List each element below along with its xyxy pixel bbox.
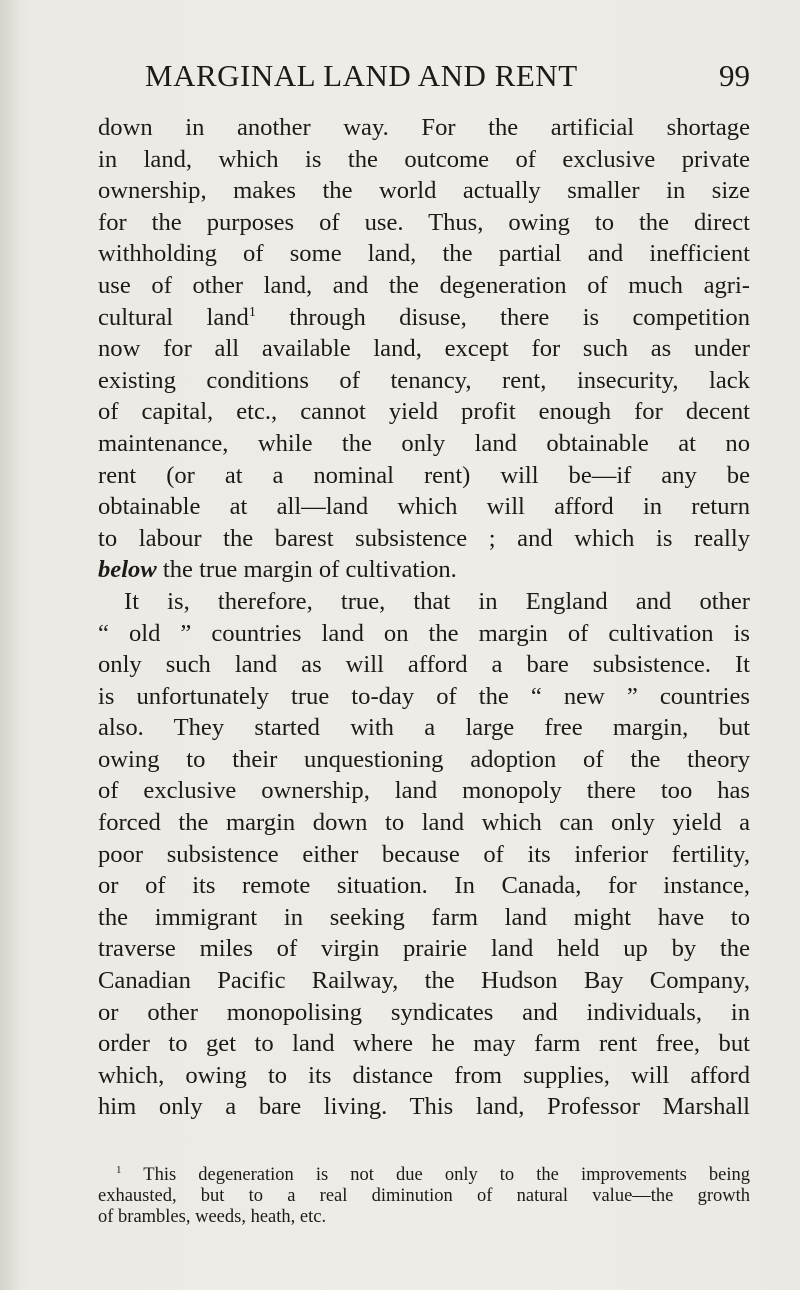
footnote-reference: 1 <box>248 304 256 320</box>
text-line: in land, which is the outcome of exclusive private <box>98 145 750 173</box>
text-line: forced the margin down to land which can only yield a <box>98 809 750 837</box>
text-segment: the true margin of cultivation. <box>162 556 457 584</box>
text-line: him only a bare living. This land, Professor Marshall <box>98 1093 750 1121</box>
text-line: rent (or at a nominal rent) will be—if any be <box>98 461 750 489</box>
text-line: withholding of some land, the partial and inefficient <box>98 240 750 268</box>
text-line: existing conditions of tenancy, rent, insecurity, lack <box>98 366 750 394</box>
text-segment: through disuse, there is competition <box>289 303 750 331</box>
running-head: MARGINAL LAND AND RENT <box>145 58 578 93</box>
text-line: the immigrant in seeking farm land might have to <box>98 903 750 931</box>
footnote-text: This degeneration is not due only to the improvements being <box>143 1165 750 1185</box>
text-line: or of its remote situation. In Canada, for instance, <box>98 872 750 900</box>
text-line <box>98 554 750 586</box>
text-line: of exclusive ownership, land monopoly there too has <box>98 777 750 805</box>
text-line: of capital, etc., cannot yield profit enough for decent <box>98 398 750 426</box>
footnote-line <box>98 1165 750 1186</box>
text-line: ownership, makes the world actually smaller in size <box>98 177 750 205</box>
footnote <box>98 1165 750 1228</box>
footnote-marker: 1 <box>116 1164 122 1176</box>
text-line: only such land as will afford a bare subsistence. It <box>98 651 750 679</box>
text-line: maintenance, while the only land obtainable at no <box>98 429 750 457</box>
text-line: obtainable at all—land which will afford in return <box>98 493 750 521</box>
text-line: poor subsistence either because of its inferior fertility, <box>98 840 750 868</box>
text-line: for the purposes of use. Thus, owing to the direct <box>98 208 750 236</box>
text-line: down in another way. For the artificial shortage <box>98 114 750 141</box>
text-line: “ old ” countries land on the margin of cultivation is <box>98 619 750 647</box>
text-segment: cultural land <box>98 303 249 331</box>
text-line: which, owing to its distance from supplies, will afford <box>98 1061 750 1089</box>
page-header <box>145 58 750 98</box>
body-text <box>98 112 750 1123</box>
text-line: is unfortunately true to-day of the “ new ” countries <box>98 682 750 710</box>
text-line: order to get to land where he may farm rent free, but <box>98 1030 750 1058</box>
page-gutter-shadow <box>0 0 20 1290</box>
text-line: or other monopolising syndicates and individuals, in <box>98 998 750 1026</box>
text-line: Canadian Pacific Railway, the Hudson Bay Company, <box>98 967 750 995</box>
text-line: use of other land, and the degeneration of much agri- <box>98 271 750 299</box>
footnote-line: exhausted, but to a real diminution of natural value—the growth <box>98 1186 750 1206</box>
text-line: owing to their unquestioning adoption of the theory <box>98 745 750 773</box>
text-line: now for all available land, except for such as under <box>98 335 750 363</box>
text-line <box>98 302 750 334</box>
text-line: traverse miles of virgin prairie land held up by the <box>98 935 750 963</box>
footnote-line: of brambles, weeds, heath, etc. <box>98 1207 327 1227</box>
emphasis-text: below <box>98 556 157 584</box>
text-line: to labour the barest subsistence ; and which is really <box>98 524 750 552</box>
paragraph-start-line: It is, therefore, true, that in England and other <box>124 587 750 615</box>
text-line: also. They started with a large free margin, but <box>98 714 750 742</box>
page-number: 99 <box>719 58 750 93</box>
